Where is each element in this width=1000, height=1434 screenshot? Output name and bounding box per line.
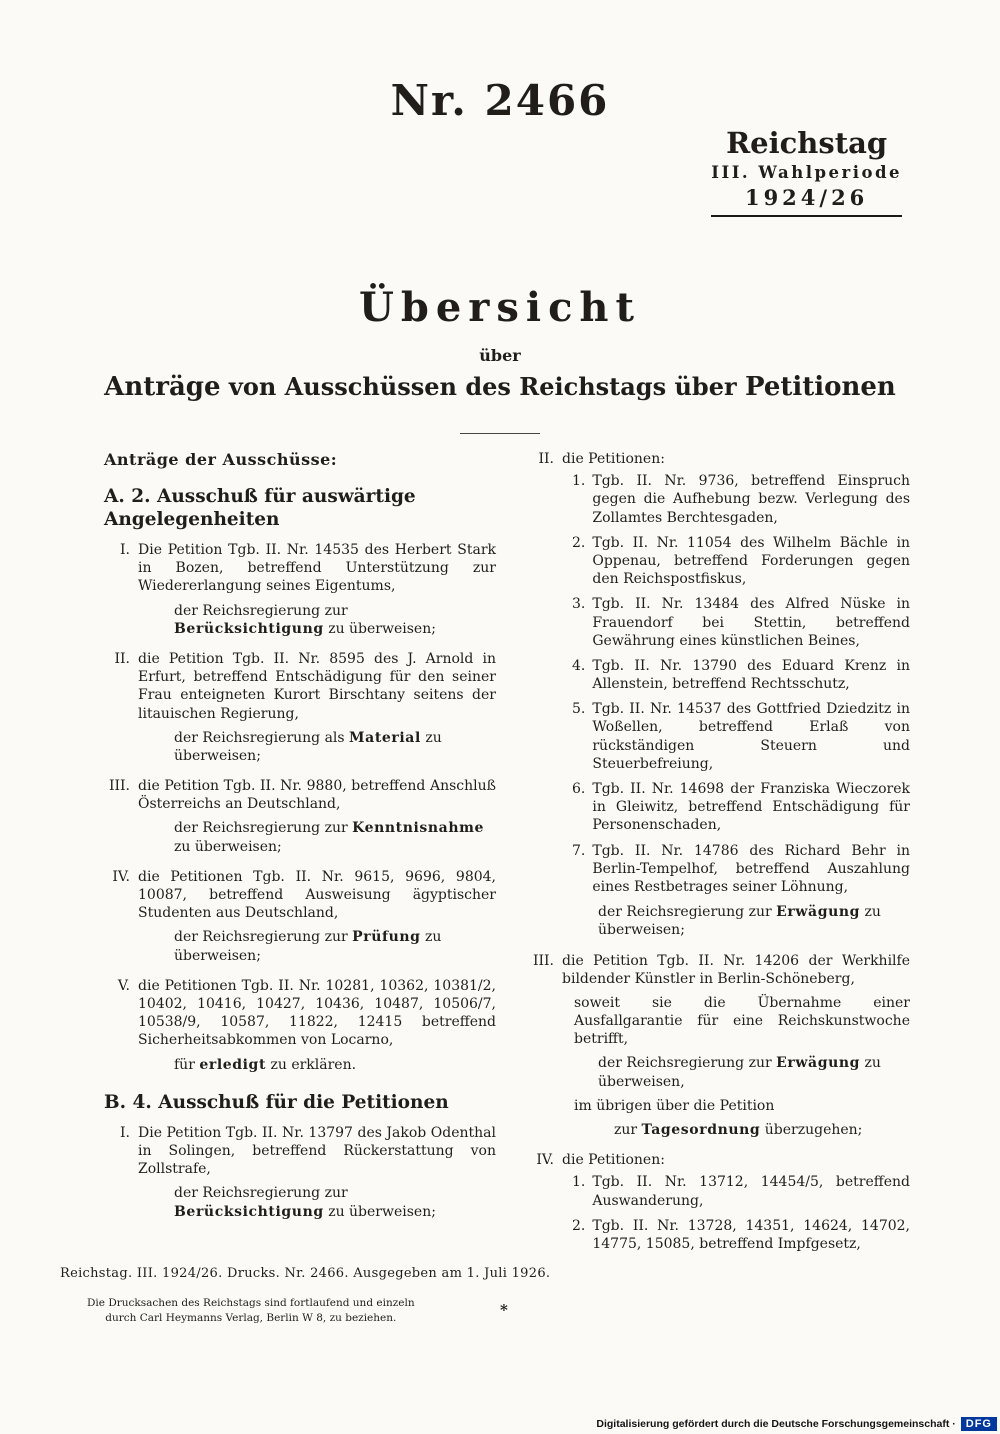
petition-item [104,977,496,1077]
subitem-text: Tgb. II. Nr. 13728, 14351, 14624, 14702, 14775, 15085, betreffend Impfgesetz, [592,1217,910,1252]
item-body [138,868,496,968]
item-resolution [598,1054,910,1090]
section-b-heading: B. 4. Ausschuß für die Petitionen [104,1091,449,1113]
resolution-pre: der Reichsregierung zur [174,602,348,619]
subtitle [0,372,1000,402]
subitem-text: Tgb. II. Nr. 13484 des Alfred Nüske in Frauendorf bei Stettin, betreffend Gewährung eines künstlichen Beines, [592,596,910,649]
left-column [104,450,496,1233]
item-resolution [614,1121,910,1139]
item-clause: im übrigen über die Petition [574,1097,775,1114]
subitem [572,842,910,897]
resolution-pre: der Reichsregierung zur [598,1055,777,1072]
subitem-number: 1. [572,1174,586,1191]
subitem-number: 3. [572,596,586,613]
resolution-post: zu überweisen; [174,729,442,764]
masthead [711,126,902,217]
subitem-list [562,472,910,896]
item-resolution [174,819,496,855]
subitem-number: 2. [572,534,586,551]
subitem-number: 5. [572,701,586,718]
item-numeral: III. [532,952,554,969]
page-title: Übersicht [358,284,641,331]
subitem [572,595,910,650]
item-numeral: IV. [536,1152,554,1169]
subitem [572,1217,910,1253]
resolution-post: zu überweisen, [598,1055,881,1090]
resolution-post: zu erklären. [266,1056,357,1073]
subitem-text: Tgb. II. Nr. 14698 der Franziska Wieczorek in Gleiwitz, betreffend Entschädigung für Personenschaden, [592,781,910,834]
resolution-post: zu überweisen; [323,1203,436,1220]
item-text: Die Petition Tgb. II. Nr. 13797 des Jakob Odenthal in Solingen, betreffend Rückerstattung von Zollstrafe, [138,1124,496,1178]
resolution-pre: der Reichsregierung zur [174,1185,348,1202]
subtitle-ueber: über [479,346,521,365]
petition-item [528,952,910,1143]
digitization-credit-text: Digitalisierung gefördert durch die Deutsche Forschungsgemeinschaft · [596,1418,956,1430]
petition-item [528,1151,910,1260]
printer-signature-mark: * [500,1301,508,1319]
subitem [572,700,910,773]
subitem-text: Tgb. II. Nr. 13712, 14454/5, betreffend Auswanderung, [592,1174,910,1209]
petition-item [104,650,496,768]
resolution-post: zu überweisen; [174,838,282,855]
item-body [138,650,496,768]
item-resolution [174,729,496,765]
item-resolution [598,903,910,939]
resolution-emphasis: erledigt [199,1056,267,1073]
item-resolution [174,602,496,638]
subitem-text: Tgb. II. Nr. 14537 des Gottfried Dziedzitz in Woßellen, betreffend Erlaß von rückständigen Steuern und Steuerbefreiung, [592,701,910,772]
section-a-heading: A. 2. Ausschuß für auswärtige Angelegenheiten [104,485,416,530]
subitem-text: Tgb. II. Nr. 11054 des Wilhelm Bächle in Oppenau, betreffend Forderungen gegen den Reichspostfiskus, [592,534,910,588]
item-clause: soweit sie die Übernahme einer Ausfallgarantie für eine Reichskunstwoche betrifft, [574,994,910,1048]
subitem [572,472,910,527]
item-text: die Petition Tgb. II. Nr. 8595 des J. Arnold in Erfurt, betreffend Entschädigung für den seiner Frau enteigneten Kurort Birschtany seitens der litauischen Regierung, [138,650,496,722]
item-numeral: IV. [112,868,130,885]
resolution-pre: zur [614,1122,642,1138]
item-numeral: III. [108,778,130,795]
digitization-credit [596,1417,997,1431]
item-body [562,1151,910,1260]
petition-item [104,541,496,641]
item-text: die Petition Tgb. II. Nr. 14206 der Werkhilfe bildender Künstler in Berlin-Schöneberg, [562,952,910,987]
item-numeral: II. [114,650,130,667]
subitem-number: 2. [572,1217,586,1234]
item-body [562,450,910,943]
publisher-note-line1: Die Drucksachen des Reichstags sind fortlaufend und einzeln [87,1297,415,1309]
item-body [138,1124,496,1224]
item-numeral: II. [538,451,554,467]
resolution-emphasis: Berücksichtigung [174,620,324,637]
right-column [528,450,910,1269]
masthead-org: Reichstag [726,126,888,160]
resolution-emphasis: Kenntnisnahme [352,820,485,837]
item-numeral: I. [120,1124,130,1141]
subitem-text: Tgb. II. Nr. 13790 des Eduard Krenz in Allenstein, betreffend Rechtsschutz, [592,657,910,693]
subtitle-antraege: Anträge [104,372,221,402]
subtitle-middle: von Ausschüssen des Reichstags über [220,372,745,401]
item-text: die Petitionen Tgb. II. Nr. 10281, 10362, 10381/2, 10402, 10416, 10427, 10436, 10487, 10506/7, 10538/9, 10587, 11822, 12415 betreffend Sicherheitsabkommen von Locarno, [138,977,496,1049]
subitem [572,657,910,693]
subitem [572,780,910,835]
resolution-emphasis: Berücksichtigung [174,1203,324,1220]
petition-item [104,868,496,968]
resolution-pre: der Reichsregierung zur [174,820,353,837]
subitem-number: 1. [572,473,586,490]
resolution-post: überzugehen; [760,1122,863,1138]
item-numeral: V. [117,977,130,994]
masthead-years: 1924/26 [744,185,869,210]
masthead-period: III. Wahlperiode [711,163,902,182]
subitem [572,534,910,589]
subitem-text: Tgb. II. Nr. 9736, betreffend Einspruch gegen die Aufhebung bezw. Verlegung des Zollamtes Berchtesgaden, [592,473,910,526]
dfg-logo: DFG [961,1417,997,1431]
item-text: die Petitionen: [562,1152,665,1169]
publisher-note-line2: durch Carl Heymanns Verlag, Berlin W 8, zu beziehen. [105,1311,397,1324]
subitem-number: 7. [572,842,586,859]
subitem-number: 6. [572,781,586,797]
resolution-post: zu überweisen; [323,620,436,637]
resolution-emphasis: Prüfung [352,929,421,946]
publisher-note-box [78,1293,424,1328]
subtitle-petitionen: Petitionen [744,372,896,402]
resolution-emphasis: Erwägung [776,1055,861,1072]
subitem-text: Tgb. II. Nr. 14786 des Richard Behr in Berlin-Tempelhof, betreffend Auszahlung eines Restbetrages seiner Löhnung, [592,842,910,895]
item-resolution [174,928,496,964]
petition-item [104,777,496,859]
column-heading: Anträge der Ausschüsse: [104,450,338,469]
resolution-pre: der Reichsregierung zur [598,904,777,921]
resolution-emphasis: Tagesordnung [641,1122,761,1138]
title-divider [460,433,540,434]
subitem-number: 4. [572,657,586,674]
item-numeral: I. [120,542,130,559]
item-text: die Petitionen Tgb. II. Nr. 9615, 9696, 9804, 10087, betreffend Ausweisung ägyptischer Studenten aus Deutschland, [138,868,496,922]
doc-number: Nr. 2466 [390,76,610,125]
imprint-line: Reichstag. III. 1924/26. Drucks. Nr. 2466. Ausgegeben am 1. Juli 1926. [60,1266,551,1281]
resolution-pre: der Reichsregierung als [174,729,350,746]
item-text: die Petition Tgb. II. Nr. 9880, betreffend Anschluß Österreichs an Deutschland, [138,778,496,813]
subitem [572,1173,910,1209]
item-resolution [174,1184,496,1220]
item-body [138,777,496,859]
resolution-emphasis: Erwägung [776,904,861,921]
item-resolution [174,1056,496,1074]
resolution-post: zu überweisen; [598,904,881,939]
item-text: Die Petition Tgb. II. Nr. 14535 des Herbert Stark in Bozen, betreffend Unterstützung zur Wiedererlangung seines Eigentums, [138,542,496,595]
item-text: die Petitionen: [562,451,665,467]
item-body [138,977,496,1077]
item-body [562,952,910,1143]
resolution-pre: für [174,1056,200,1073]
resolution-pre: der Reichsregierung zur [174,929,353,946]
resolution-emphasis: Material [349,729,421,746]
item-body [138,541,496,641]
petition-item [528,450,910,943]
subitem-list [562,1173,910,1253]
resolution-post: zu überweisen; [174,929,442,964]
petition-item [104,1124,496,1224]
